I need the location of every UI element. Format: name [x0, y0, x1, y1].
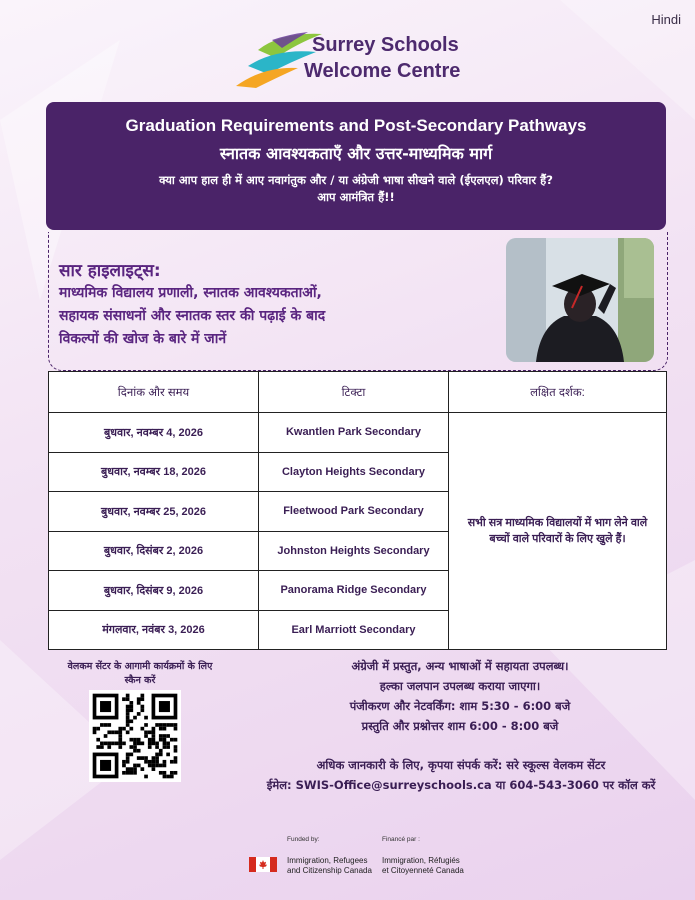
audience-cell: सभी सत्र माध्यमिक विद्यालयों में भाग लेने वाले बच्चों वाले परिवारों के लिए खुले हैं।: [449, 413, 667, 650]
info-line4: प्रस्तुति और प्रश्नोत्तर शाम 6:00 - 8:00 बजे: [361, 719, 559, 733]
highlights-line3: विकल्पों की खोज के बारे में जानें: [59, 331, 227, 347]
contact-info: [256, 755, 666, 795]
invitation-line2: आप आमंत्रित हैं!!: [317, 190, 395, 204]
funded-by-label: Funded by:: [287, 836, 320, 843]
scan-caption: [50, 660, 230, 688]
header-date: दिनांक और समय: [49, 372, 259, 413]
header-location: टिक्टा: [259, 372, 449, 413]
invitation-line1: क्या आप हाल ही में आए नवागंतुक और / या अंग्रेजी भाषा सीखने वाले (ईएलएल) परिवार हैं?: [159, 173, 553, 187]
schedule-table: [48, 371, 667, 650]
row-date: मंगलवार, नवंबर 3, 2026: [49, 610, 259, 650]
highlights-body: [59, 282, 409, 351]
contact-line1: अधिक जानकारी के लिए, कृपया संपर्क करें: सरे स्कूल्स वेलकम सेंटर: [316, 758, 606, 772]
highlights-line1: माध्यमिक विद्यालय प्रणाली, स्नातक आवश्यकताओं,: [59, 285, 322, 301]
ircc-en-line2: and Citizenship Canada: [287, 866, 372, 875]
info-line3: पंजीकरण और नेटवर्किंग: शाम 5:30 - 6:00 बजे: [349, 699, 571, 713]
ircc-fr-line1: Immigration, Réfugiés: [382, 856, 460, 865]
title-banner: [46, 102, 666, 230]
logo-line1: Surrey Schools: [312, 34, 459, 56]
graduate-image: [506, 238, 654, 362]
graduate-photo: [506, 238, 654, 362]
table-header-row: [49, 372, 667, 413]
scan-line2: स्कैन करें: [124, 675, 156, 686]
finance-par-label: Financé par :: [382, 836, 420, 843]
info-line2: हल्का जलपान उपलब्ध कराया जाएगा।: [379, 679, 541, 693]
row-school: Fleetwood Park Secondary: [259, 492, 449, 532]
surrey-schools-logo: [236, 30, 486, 90]
highlights-heading: सार हाइलाइट्स:: [59, 261, 161, 281]
invitation-text: [46, 172, 666, 206]
table-row: [49, 413, 667, 453]
row-date: बुधवार, दिसंबर 2, 2026: [49, 531, 259, 571]
row-school: Johnston Heights Secondary: [259, 531, 449, 571]
info-line1: अंग्रेजी में प्रस्तुत, अन्य भाषाओं में सहायता उपलब्ध।: [351, 659, 569, 673]
title-hindi: स्नातक आवश्यकताएँ और उत्तर-माध्यमिक मार्ग: [219, 144, 493, 163]
ircc-en-line1: Immigration, Refugees: [287, 856, 368, 865]
contact-line2[interactable]: ईमेल: SWIS-Office@surreyschools.ca या 604-543-3060 पर कॉल करें: [266, 778, 656, 792]
canada-flag-icon: [249, 857, 277, 872]
row-date: बुधवार, नवम्बर 18, 2026: [49, 452, 259, 492]
row-school: Earl Marriott Secondary: [259, 610, 449, 650]
header-audience: लक्षित दर्शक:: [449, 372, 667, 413]
row-date: बुधवार, नवम्बर 4, 2026: [49, 413, 259, 453]
event-info: [260, 656, 660, 736]
ircc-english: [287, 856, 372, 876]
ircc-fr-line2: et Citoyenneté Canada: [382, 866, 464, 875]
title-english: Graduation Requirements and Post-Secondary Pathways: [125, 116, 587, 135]
ircc-french: [382, 856, 464, 876]
row-school: Kwantlen Park Secondary: [259, 413, 449, 453]
language-label: Hindi: [651, 12, 681, 27]
highlights-line2: सहायक संसाधनों और स्नातक स्तर की पढ़ाई के बाद: [59, 308, 326, 324]
logo-line2: Welcome Centre: [304, 60, 461, 82]
row-date: बुधवार, नवम्बर 25, 2026: [49, 492, 259, 532]
qr-code[interactable]: [89, 690, 181, 782]
row-school: Clayton Heights Secondary: [259, 452, 449, 492]
row-date: बुधवार, दिसंबर 9, 2026: [49, 571, 259, 611]
qr-code-icon: [89, 690, 181, 782]
scan-line1: वेलकम सेंटर के आगामी कार्यक्रमों के लिए: [67, 661, 213, 672]
row-school: Panorama Ridge Secondary: [259, 571, 449, 611]
